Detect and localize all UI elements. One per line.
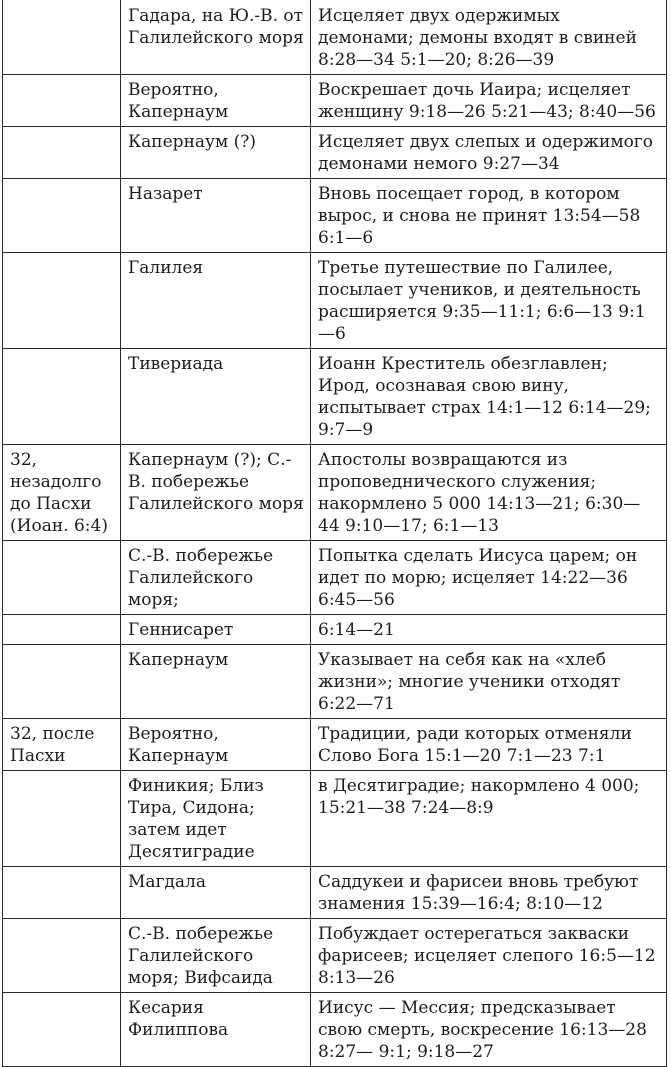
event-text: Иисус — Мессия; предсказывает свою смерть, воскресение 16:13—28 8:27— 9:1; 9:18—27 — [318, 998, 647, 1062]
event-text: Исцеляет двух слепых и одержимого демонами немого 9:27—34 — [318, 132, 653, 174]
place-text: Капернаум (?); С.-В. побережье Галилейского моря — [128, 450, 304, 514]
time-cell — [3, 75, 121, 127]
table-row — [3, 253, 667, 349]
event-cell — [311, 615, 667, 645]
table-row — [3, 615, 667, 645]
table-row — [3, 349, 667, 445]
table-row — [3, 0, 667, 75]
event-text: Попытка сделать Иисуса царем; он идет по морю; исцеляет 14:22—36 6:45—56 — [318, 546, 638, 610]
time-text: 32, незадолго до Пасхи (Иоан. 6:4) — [10, 450, 108, 536]
place-cell — [121, 0, 311, 75]
place-text: Вероятно, Капернаум — [128, 80, 229, 122]
event-text: Указывает на себя как на «хлеб жизни»; многие ученики отходят 6:22—71 — [318, 650, 621, 714]
time-cell — [3, 719, 121, 771]
event-cell — [311, 919, 667, 993]
event-cell — [311, 867, 667, 919]
table-row — [3, 541, 667, 615]
time-cell — [3, 771, 121, 867]
place-text: Назарет — [128, 184, 203, 204]
place-text: С.-В. побережье Галилейского моря; — [128, 546, 274, 610]
chronology-table — [2, 0, 667, 1067]
time-cell — [3, 349, 121, 445]
table-row — [3, 179, 667, 253]
table-row — [3, 719, 667, 771]
place-cell — [121, 253, 311, 349]
time-cell — [3, 445, 121, 541]
event-cell — [311, 75, 667, 127]
place-cell — [121, 919, 311, 993]
time-cell — [3, 253, 121, 349]
place-cell — [121, 771, 311, 867]
place-text: Вероятно, Капернаум — [128, 724, 229, 766]
place-text: Тивериада — [128, 354, 224, 374]
place-text: Капернаум (?) — [128, 132, 257, 152]
event-cell — [311, 445, 667, 541]
place-text: Галилея — [128, 258, 204, 278]
event-text: Иоанн Креститель обезглавлен; Ирод, осознавая свою вину, испытывает страх 14:1—12 6:14—29; 9:7—9 — [318, 354, 651, 440]
table-row — [3, 919, 667, 993]
place-cell — [121, 719, 311, 771]
time-cell — [3, 645, 121, 719]
event-cell — [311, 349, 667, 445]
event-text: Апостолы возвращаются из проповеднического служения; накормлено 5 000 14:13—21; 6:30—44 9:10—17; 6:1—13 — [318, 450, 641, 536]
table-row — [3, 867, 667, 919]
place-cell — [121, 645, 311, 719]
event-cell — [311, 179, 667, 253]
event-text: 6:14—21 — [318, 620, 395, 640]
event-text: Саддукеи и фарисеи вновь требуют знамения 15:39—16:4; 8:10—12 — [318, 872, 639, 914]
event-text: в Десятиградие; накормлено 4 000; 15:21—38 7:24—8:9 — [318, 776, 640, 818]
table-row — [3, 75, 667, 127]
place-cell — [121, 445, 311, 541]
time-cell — [3, 993, 121, 1067]
event-cell — [311, 253, 667, 349]
table-row — [3, 771, 667, 867]
time-cell — [3, 615, 121, 645]
place-cell — [121, 127, 311, 179]
place-cell — [121, 75, 311, 127]
event-text: Традиции, ради которых отменяли Слово Бога 15:1—20 7:1—23 7:1 — [318, 724, 632, 766]
place-text: Геннисарет — [128, 620, 234, 640]
time-cell — [3, 919, 121, 993]
place-cell — [121, 993, 311, 1067]
place-text: Гадара, на Ю.-В. от Галилейского моря — [128, 6, 304, 48]
event-cell — [311, 771, 667, 867]
time-text: 32, после Пасхи — [10, 724, 95, 766]
event-text: Вновь посещает город, в котором вырос, и снова не принят 13:54—58 6:1—6 — [318, 184, 641, 248]
table-row — [3, 445, 667, 541]
time-cell — [3, 867, 121, 919]
event-cell — [311, 645, 667, 719]
place-text: С.-В. побережье Галилейского моря; Вифсаида — [128, 924, 274, 988]
table-row — [3, 993, 667, 1067]
time-cell — [3, 541, 121, 615]
place-cell — [121, 349, 311, 445]
place-cell — [121, 179, 311, 253]
event-text: Побуждает остерегаться закваски фарисеев; исцеляет слепого 16:5—12 8:13—26 — [318, 924, 656, 988]
place-cell — [121, 541, 311, 615]
time-cell — [3, 127, 121, 179]
table-row — [3, 645, 667, 719]
event-cell — [311, 127, 667, 179]
event-text: Воскрешает дочь Иаира; исцеляет женщину 9:18—26 5:21—43; 8:40—56 — [318, 80, 656, 122]
place-cell — [121, 615, 311, 645]
place-text: Финикия; Близ Тира, Сидона; затем идет Десятиградие — [128, 776, 264, 862]
event-cell — [311, 719, 667, 771]
place-cell — [121, 867, 311, 919]
event-text: Исцеляет двух одержимых демонами; демоны входят в свиней 8:28—34 5:1—20; 8:26—39 — [318, 6, 637, 70]
time-cell — [3, 0, 121, 75]
event-text: Третье путешествие по Галилее, посылает учеников, и деятельность расширяется 9:35—11:1; 6:6—13 9:1—6 — [318, 258, 646, 344]
place-text: Кесария Филиппова — [128, 998, 229, 1040]
place-text: Магдала — [128, 872, 206, 892]
time-cell — [3, 179, 121, 253]
event-cell — [311, 993, 667, 1067]
place-text: Капернаум — [128, 650, 229, 670]
event-cell — [311, 541, 667, 615]
event-cell — [311, 0, 667, 75]
table-row — [3, 127, 667, 179]
